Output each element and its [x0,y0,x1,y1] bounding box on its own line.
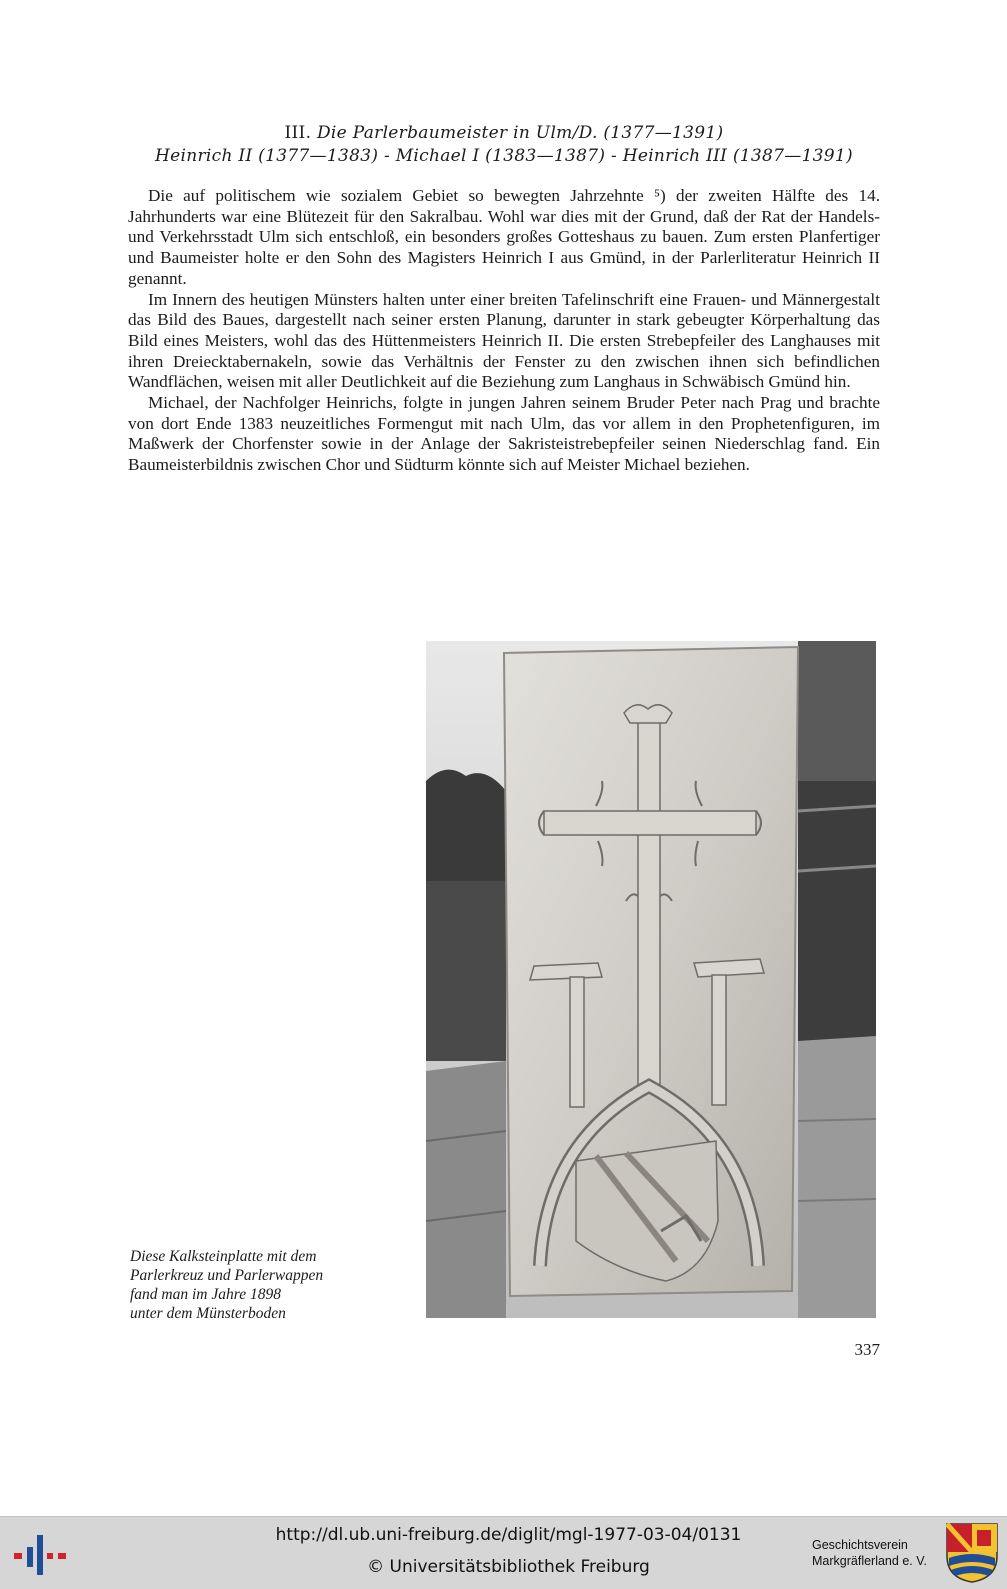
slab-photo-drawing [426,641,876,1318]
paragraph: Im Innern des heutigen Münsters halten unter einer breiten Tafelinschrift eine Frauen- und Männergestalt das Bild des Baues, dargestellt nach seiner ersten Planung, darunter in stark gebeugter Körperhaltung das Bild eines Meisters, wohl das des Hüttenmeisters Heinrich II. Die ersten Strebepfeiler des Langhauses mit ihren Dreiecktabernakeln, sowie das Verhältnis der Fenster zu den zwischen ihnen sich befindlichen Wandflächen, weisen mit aller Deutlichkeit auf die Beziehung zum Langhaus in Schwäbisch Gmünd hin. [128,289,880,392]
section-title: Die Parlerbaumeister in Ulm/D. (1377—1391) [317,123,724,143]
society-name [812,1537,942,1569]
footer-bar [0,1516,1007,1589]
photo-limestone-slab [426,641,876,1318]
paragraph: Michael, der Nachfolger Heinrichs, folgte in jungen Jahren seinem Bruder Peter nach Prag und brachte von dort Ende 1383 neuzeitliches Formengut mit nach Ulm, das vor allem in den Prophetenfiguren, im Maßwerk der Chorfenster sowie in der Anlage der Sakristeistrebepfeiler seinen Niederschlag fand. Ein Baumeisterbildnis zwischen Chor und Südturm könnte sich auf Meister Michael beziehen. [128,393,880,475]
copyright-notice: © Universitätsbibliothek Freiburg [367,1557,650,1577]
figure-caption [130,1247,420,1323]
coat-of-arms-icon[interactable] [945,1522,999,1584]
caption-line: Diese Kalksteinplatte mit dem [130,1248,317,1265]
paragraph: Die auf politischem wie sozialem Gebiet so bewegten Jahrzehnte ⁵) der zweiten Hälfte des 14. Jahrhunderts war eine Blütezeit für den Sakralbau. Wohl war dies mit der Grund, daß der Rat der Handels- und Verkehrsstadt Ulm sich entschloß, ein besonders großes Gotteshaus zu bauen. Zum ersten Planfertiger und Baumeister holte er den Sohn des Magisters Heinrich I aus Gmünd, in der Parlerliteratur Heinrich II genannt. [128,186,880,288]
society-line: Geschichtsverein [812,1538,908,1552]
section-subtitle: Heinrich II (1377—1383) - Michael I (1383—1387) - Heinrich III (1387—1391) [155,146,853,166]
document-url[interactable]: http://dl.ub.uni-freiburg.de/diglit/mgl-1977-03-04/0131 [275,1525,742,1545]
society-line: Markgräflerland e. V. [812,1554,927,1568]
page-number: 337 [854,1340,880,1359]
body-text [128,186,880,476]
caption-line: unter dem Münsterboden [130,1305,286,1322]
section-heading [128,122,880,144]
section-number: III. [284,123,312,143]
caption-line: fand man im Jahre 1898 [130,1286,281,1303]
caption-line: Parlerkreuz und Parlerwappen [130,1267,324,1284]
